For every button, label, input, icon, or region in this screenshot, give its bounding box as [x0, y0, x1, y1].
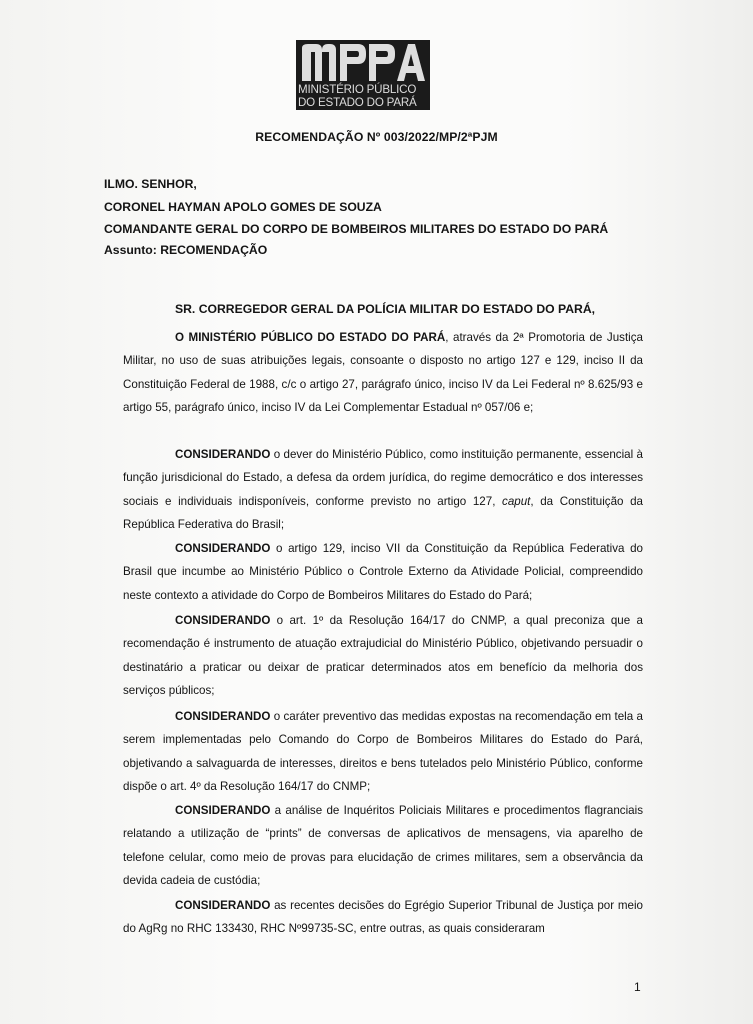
paragraph-bold-lead: CONSIDERANDO — [175, 804, 271, 817]
paragraph-bold-lead: CONSIDERANDO — [175, 542, 271, 555]
logo-text-line2: DO ESTADO DO PARÁ — [298, 96, 417, 109]
paragraph-text: , da Constituição da República Federativa do Brasil; — [123, 494, 643, 531]
paragraph-text: as recentes decisões do Egrégio Superior Tribunal de Justiça por meio do AgRg no RHC 133430, RHC Nº99735-SC, entre outras, as quais consideraram — [123, 899, 643, 936]
paragraph-considerando-2 — [123, 537, 643, 607]
paragraph-bold-lead: CONSIDERANDO — [175, 614, 271, 627]
addressee-line2: CORONEL HAYMAN APOLO GOMES DE SOUZA — [104, 200, 382, 214]
document-title: RECOMENDAÇÃO Nº 003/2022/MP/2ªPJM — [255, 130, 498, 144]
paragraph-bold-lead: CONSIDERANDO — [175, 448, 271, 461]
paragraph-bold-lead: CONSIDERANDO — [175, 710, 271, 723]
paragraph-text: o dever do Ministério Público, como instituição permanente, essencial à função jurisdicional do Estado, a defesa da ordem jurídica, do regime democrático e dos interesses sociais e individuais indisponíveis, conforme previsto no artigo 127, — [123, 448, 643, 508]
paragraph-considerando-6 — [123, 894, 643, 941]
page-number: 1 — [634, 980, 641, 994]
paragraph-bold-lead: O MINISTÉRIO PÚBLICO DO ESTADO DO PARÁ — [175, 331, 446, 344]
paragraph-text: o artigo 129, inciso VII da Constituição da República Federativa do Brasil que incumbe ao Ministério Público o Controle Externo da Atividade Policial, compreendido neste contexto a atividade do Corpo de Bombeiros Militares do Estado do Pará; — [123, 542, 643, 602]
paragraph-text: o caráter preventivo das medidas expostas na recomendação em tela a serem implementadas pelo Comando do Corpo de Bombeiros Militares do Estado do Pará, objetivando a salvaguarda de interesses, direitos e bens tutelados pelo Ministério Público, conforme dispõe o art. 4º da Resolução 164/17 do CNMP; — [123, 710, 643, 793]
paragraph-bold-lead: CONSIDERANDO — [175, 899, 271, 912]
mppa-logo — [296, 40, 430, 110]
logo-text-line1: MINISTÉRIO PÚBLICO — [298, 83, 417, 96]
paragraph-italic: caput — [502, 494, 531, 508]
salutation: SR. CORREGEDOR GERAL DA POLÍCIA MILITAR DO ESTADO DO PARÁ, — [175, 302, 596, 316]
paragraph-text: o art. 1º da Resolução 164/17 do CNMP, a qual preconiza que a recomendação é instrumento de atuação extrajudicial do Ministério Público, objetivando persuadir o destinatário a praticar ou deixar de praticar determinados atos em benefício da melhoria dos serviços públicos; — [123, 614, 643, 697]
addressee-line3: COMANDANTE GERAL DO CORPO DE BOMBEIROS MILITARES DO ESTADO DO PARÁ — [104, 222, 609, 236]
paragraph-considerando-4 — [123, 705, 643, 798]
addressee-line1: ILMO. SENHOR, — [104, 177, 197, 191]
mppa-logo-mark — [300, 40, 426, 82]
paragraph-considerando-3 — [123, 609, 643, 702]
paragraph-considerando-1 — [123, 443, 643, 536]
paragraph-preamble — [123, 326, 643, 419]
paragraph-considerando-5 — [123, 799, 643, 892]
paragraph-text: a análise de Inquéritos Policiais Militares e procedimentos flagranciais relatando a utilização de “prints” de conversas de aplicativos de mensagens, via aparelho de telefone celular, como meio de provas para elucidação de crimes militares, sem a observância da devida cadeia de custódia; — [123, 804, 643, 887]
subject-line: Assunto: RECOMENDAÇÃO — [104, 243, 268, 257]
paragraph-text: , através da 2ª Promotoria de Justiça Militar, no uso de suas atribuições legais, consoante o disposto no artigo 127 e 129, inciso II da Constituição Federal de 1988, c/c o artigo 27, parágrafo único, inciso IV da Lei Federal nº 8.625/93 e artigo 55, parágrafo único, inciso IV da Lei Complementar Estadual nº 057/06 e; — [123, 331, 643, 414]
